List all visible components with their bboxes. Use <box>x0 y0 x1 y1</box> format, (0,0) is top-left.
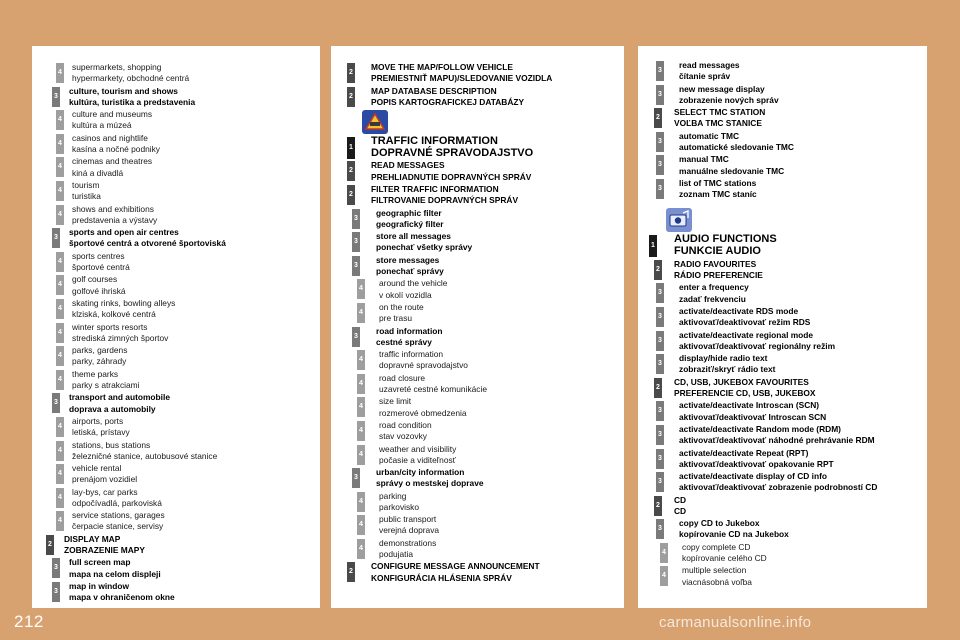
level-badge: 3 <box>656 472 664 492</box>
entry-label-en: MAP DATABASE DESCRIPTION <box>371 85 497 96</box>
menu-entry <box>331 349 624 371</box>
entry-label-en: parking <box>379 490 407 501</box>
menu-entry <box>331 302 624 324</box>
entry-label-sk: aktivovať/deaktivovať zobrazenie podrobností CD <box>679 482 878 493</box>
entry-label-sk: ZOBRAZENIE MAPY <box>64 545 145 556</box>
menu-entry <box>32 463 320 485</box>
level-badge: 3 <box>656 61 664 81</box>
level-badge: 2 <box>347 87 355 107</box>
level-badge: 3 <box>52 87 60 107</box>
level-badge: 2 <box>347 562 355 582</box>
entry-label-en: vehicle rental <box>72 463 122 474</box>
menu-entry <box>638 259 927 281</box>
entry-label-sk: športové centrá a otvorené športoviská <box>69 238 226 249</box>
entry-label-en: culture and museums <box>72 109 153 120</box>
entry-label-en: multiple selection <box>682 565 747 576</box>
entry-label-sk: športové centrá <box>72 261 130 272</box>
entry-label-sk: predstavenia a výstavy <box>72 214 158 225</box>
entry-label-sk: správy o mestskej doprave <box>376 478 484 489</box>
menu-entry <box>32 322 320 344</box>
level-badge: 1 <box>347 137 355 159</box>
menu-entry <box>331 561 624 583</box>
menu-entry <box>32 345 320 367</box>
menu-entry <box>32 133 320 155</box>
entry-label-en: AUDIO FUNCTIONS <box>674 233 777 246</box>
level-badge: 3 <box>656 283 664 303</box>
level-badge: 4 <box>357 303 365 323</box>
menu-entry <box>331 208 624 230</box>
menu-entry <box>32 274 320 296</box>
menu-entry <box>331 231 624 253</box>
entry-label-sk: kultúra, turistika a predstavenia <box>69 96 196 107</box>
level-badge: 2 <box>654 260 662 280</box>
entry-label-sk: kopírovanie celého CD <box>682 553 767 564</box>
menu-entry <box>331 278 624 300</box>
entry-label-sk: RÁDIO PREFERENCIE <box>674 269 763 280</box>
entry-label-sk: zoznam TMC staníc <box>679 189 757 200</box>
entry-label-sk: mapa na celom displeji <box>69 568 161 579</box>
page-number: 212 <box>14 612 44 631</box>
menu-entry <box>32 86 320 108</box>
entry-label-en: road information <box>376 325 443 336</box>
entry-label-en: on the route <box>379 301 424 312</box>
menu-entry <box>638 495 927 517</box>
entry-label-sk: stav vozovky <box>379 431 427 442</box>
menu-entry <box>331 373 624 395</box>
level-badge: 3 <box>656 155 664 175</box>
menu-entry <box>32 440 320 462</box>
entry-label-sk: kopírovanie CD na Jukebox <box>679 529 789 540</box>
entry-label-en: CD, USB, JUKEBOX FAVOURITES <box>674 376 809 387</box>
entry-label-en: enter a frequency <box>679 282 749 293</box>
entry-label-sk: kultúra a múzeá <box>72 120 132 131</box>
level-badge: 4 <box>56 488 64 508</box>
entry-label-sk: ponechať všetky správy <box>376 242 473 253</box>
entry-label-en: cinemas and theatres <box>72 156 153 167</box>
menu-entry <box>32 298 320 320</box>
menu-entry <box>32 581 320 603</box>
level-badge: 4 <box>56 63 64 83</box>
entry-label-sk: mapa v ohraničenom okne <box>69 592 175 603</box>
entry-label-en: theme parks <box>72 368 119 379</box>
level-badge: 3 <box>656 179 664 199</box>
entry-label-sk: pre trasu <box>379 313 413 324</box>
menu-entry <box>32 487 320 509</box>
entry-label-en: casinos and nightlife <box>72 132 148 143</box>
level-badge: 3 <box>656 519 664 539</box>
entry-label-en: culture, tourism and shows <box>69 85 178 96</box>
entry-label-en: golf courses <box>72 274 118 285</box>
level-badge: 3 <box>656 132 664 152</box>
entry-label-sk: strediská zimných športov <box>72 332 169 343</box>
entry-label-sk: PREMIESTNIŤ MAPU)/SLEDOVANIE VOZIDLA <box>371 73 553 84</box>
menu-entry <box>638 306 927 328</box>
entry-label-sk: v okolí vozidla <box>379 289 432 300</box>
entry-label-sk: hypermarkety, obchodné centrá <box>72 73 190 84</box>
entry-label-sk: rozmerové obmedzenia <box>379 407 467 418</box>
level-badge: 4 <box>357 397 365 417</box>
entry-label-sk: FILTROVANIE DOPRAVNÝCH SPRÁV <box>371 195 519 206</box>
entry-label-sk: čítanie správ <box>679 71 731 82</box>
menu-entry <box>32 369 320 391</box>
menu-entry <box>32 227 320 249</box>
entry-label-sk: aktivovať/deaktivovať opakovanie RPT <box>679 458 834 469</box>
entry-label-en: skating rinks, bowling alleys <box>72 297 176 308</box>
level-badge: 4 <box>357 279 365 299</box>
menu-entry <box>32 534 320 556</box>
entry-label-en: traffic information <box>379 349 444 360</box>
entry-label-sk: parkovisko <box>379 501 420 512</box>
entry-label-sk: odpočívadlá, parkoviská <box>72 497 162 508</box>
entry-label-sk: VOĽBA TMC STANICE <box>674 118 762 129</box>
level-badge: 4 <box>56 346 64 366</box>
entry-label-en: full screen map <box>69 557 131 568</box>
entry-label-en: automatic TMC <box>679 130 740 141</box>
entry-label-en: road condition <box>379 419 432 430</box>
entry-label-en: tourism <box>72 179 100 190</box>
menu-entry <box>32 109 320 131</box>
entry-label-en: MOVE THE MAP/FOLLOW VEHICLE <box>371 62 513 72</box>
level-badge: 4 <box>56 157 64 177</box>
level-badge: 4 <box>357 374 365 394</box>
entry-label-sk: zobraziť/skryť rádio text <box>679 364 776 375</box>
level-badge: 3 <box>656 449 664 469</box>
menu-entry <box>331 396 624 418</box>
level-badge: 3 <box>52 393 60 413</box>
entry-label-sk: CD <box>674 505 687 516</box>
entry-label-sk: manuálne sledovanie TMC <box>679 165 785 176</box>
menu-entry <box>331 326 624 348</box>
entry-label-en: activate/deactivate Introscan (SCN) <box>679 400 820 411</box>
entry-label-en: activate/deactivate Repeat (RPT) <box>679 447 809 458</box>
level-badge: 3 <box>352 209 360 229</box>
entry-label-en: road closure <box>379 372 426 383</box>
level-badge: 2 <box>46 535 54 555</box>
entry-label-en: store all messages <box>376 231 451 242</box>
entry-label-en: transport and automobile <box>69 392 170 403</box>
level-badge: 4 <box>56 181 64 201</box>
level-badge: 3 <box>656 401 664 421</box>
menu-entry <box>331 514 624 536</box>
level-badge: 3 <box>656 425 664 445</box>
level-badge: 4 <box>660 566 668 586</box>
level-badge: 4 <box>660 543 668 563</box>
menu-entry <box>638 424 927 446</box>
entry-label-en: copy complete CD <box>682 541 751 552</box>
entry-label-en: activate/deactivate regional mode <box>679 329 814 340</box>
level-badge: 4 <box>357 515 365 535</box>
menu-entry <box>331 184 624 206</box>
menu-entry <box>638 60 927 82</box>
entry-label-en: weather and visibility <box>379 443 457 454</box>
entry-label-sk: cestné správy <box>376 336 432 347</box>
level-badge: 3 <box>352 232 360 252</box>
entry-label-sk: čerpacie stanice, servisy <box>72 521 164 532</box>
menu-entry <box>638 565 927 587</box>
entry-label-en: activate/deactivate display of CD info <box>679 471 828 482</box>
entry-label-sk: podujatia <box>379 549 413 560</box>
entry-label-sk: zadať frekvenciu <box>679 293 746 304</box>
entry-label-en: lay-bys, car parks <box>72 486 138 497</box>
level-badge: 4 <box>357 421 365 441</box>
menu-entry <box>331 420 624 442</box>
menu-entry <box>32 416 320 438</box>
entry-label-en: activate/deactivate RDS mode <box>679 305 799 316</box>
level-badge: 4 <box>56 110 64 130</box>
entry-label-sk: klziská, kolkové centrá <box>72 309 156 320</box>
menu-entry <box>638 178 927 200</box>
entry-label-en: public transport <box>379 514 437 525</box>
entry-label-sk: doprava a automobily <box>69 403 156 414</box>
entry-label-en: new message display <box>679 83 765 94</box>
level-badge: 3 <box>656 354 664 374</box>
menu-entry <box>638 518 927 540</box>
menu-column-2 <box>331 46 624 608</box>
entry-label-sk: aktivovať/deaktivovať náhodné prehrávanie RDM <box>679 435 875 446</box>
menu-entry <box>32 204 320 226</box>
entry-label-en: supermarkets, shopping <box>72 62 162 72</box>
entry-label-sk: prenájom vozidiel <box>72 474 138 485</box>
menu-entry <box>331 160 624 182</box>
menu-entry <box>331 444 624 466</box>
level-badge: 4 <box>56 464 64 484</box>
entry-label-en: around the vehicle <box>379 278 448 289</box>
entry-label-en: CONFIGURE MESSAGE ANNOUNCEMENT <box>371 561 540 572</box>
entry-label-sk: aktivovať/deaktivovať Introscan SCN <box>679 411 827 422</box>
entry-label-sk: železničné stanice, autobusové stanice <box>72 450 218 461</box>
entry-label-sk: letiská, prístavy <box>72 427 130 438</box>
entry-label-sk: PREFERENCIE CD, USB, JUKEBOX <box>674 387 816 398</box>
menu-column-3 <box>638 46 927 608</box>
menu-entry <box>32 510 320 532</box>
level-badge: 4 <box>56 441 64 461</box>
entry-label-en: RADIO FAVOURITES <box>674 258 757 269</box>
entry-label-en: store messages <box>376 254 440 265</box>
entry-label-sk: turistika <box>72 191 101 202</box>
entry-label-sk: aktivovať/deaktivovať režim RDS <box>679 317 811 328</box>
entry-label-en: read messages <box>679 60 740 70</box>
menu-entry <box>638 84 927 106</box>
entry-label-sk: aktivovať/deaktivovať regionálny režim <box>679 340 836 351</box>
level-badge: 2 <box>347 185 355 205</box>
entry-label-sk: ponechať správy <box>376 265 444 276</box>
entry-label-sk: viacnásobná voľba <box>682 576 752 587</box>
menu-entry <box>331 491 624 513</box>
level-badge: 2 <box>347 161 355 181</box>
level-badge: 4 <box>56 299 64 319</box>
entry-label-en: display/hide radio text <box>679 353 768 364</box>
level-badge: 4 <box>56 134 64 154</box>
level-badge: 2 <box>654 378 662 398</box>
entry-label-en: map in window <box>69 581 130 592</box>
menu-entry <box>331 86 624 108</box>
entry-label-sk: zobrazenie nových správ <box>679 94 779 105</box>
menu-entry <box>638 154 927 176</box>
entry-label-sk: PREHLIADNUTIE DOPRAVNÝCH SPRÁV <box>371 171 532 182</box>
level-badge: 3 <box>656 331 664 351</box>
menu-entry <box>638 330 927 352</box>
entry-label-en: geographic filter <box>376 207 442 218</box>
level-badge: 3 <box>52 228 60 248</box>
entry-label-en: TRAFFIC INFORMATION <box>371 135 498 147</box>
level-badge: 4 <box>56 511 64 531</box>
menu-entry <box>638 377 927 399</box>
entry-label-en: CD <box>674 494 687 505</box>
entry-label-en: stations, bus stations <box>72 439 151 450</box>
entry-label-sk: golfové ihriská <box>72 285 126 296</box>
menu-entry <box>32 392 320 414</box>
menu-entry <box>638 353 927 375</box>
entry-label-en: sports centres <box>72 250 125 261</box>
level-badge: 1 <box>649 235 657 257</box>
entry-label-en: SELECT TMC STATION <box>674 107 766 118</box>
menu-entry <box>32 251 320 273</box>
level-badge: 3 <box>352 468 360 488</box>
level-badge: 4 <box>56 323 64 343</box>
level-badge: 3 <box>52 582 60 602</box>
entry-label-sk: parky, záhrady <box>72 356 127 367</box>
level-badge: 4 <box>56 275 64 295</box>
level-badge: 3 <box>352 327 360 347</box>
entry-label-en: shows and exhibitions <box>72 203 154 214</box>
entry-label-en: size limit <box>379 396 412 407</box>
level-badge: 4 <box>357 350 365 370</box>
entry-label-en: urban/city information <box>376 467 465 478</box>
entry-label-en: service stations, garages <box>72 510 165 521</box>
entry-label-sk: kiná a divadlá <box>72 167 124 178</box>
traffic-warning-icon <box>362 110 388 134</box>
level-badge: 4 <box>357 445 365 465</box>
entry-label-en: DISPLAY MAP <box>64 533 121 544</box>
level-badge: 3 <box>52 558 60 578</box>
menu-entry <box>638 542 927 564</box>
menu-entry <box>331 62 624 84</box>
entry-label-sk: parky s atrakciami <box>72 379 140 390</box>
entry-label-en: FILTER TRAFFIC INFORMATION <box>371 183 499 194</box>
entry-label-sk: automatické sledovanie TMC <box>679 141 794 152</box>
entry-label-en: list of TMC stations <box>679 177 757 188</box>
entry-label-sk: KONFIGURÁCIA HLÁSENIA SPRÁV <box>371 572 512 583</box>
entry-label-sk: kasína a nočné podniky <box>72 143 160 154</box>
level-badge: 4 <box>56 252 64 272</box>
level-badge: 4 <box>56 205 64 225</box>
menu-entry <box>331 538 624 560</box>
entry-label-sk: uzavreté cestné komunikácie <box>379 383 487 394</box>
watermark: carmanualsonline.info <box>659 614 812 631</box>
menu-entry <box>331 255 624 277</box>
entry-label-en: copy CD to Jukebox <box>679 518 760 529</box>
entry-label-en: parks, gardens <box>72 345 128 356</box>
entry-label-sk: dopravné spravodajstvo <box>379 360 468 371</box>
menu-entry <box>32 156 320 178</box>
level-badge: 3 <box>352 256 360 276</box>
menu-column-1 <box>32 46 320 608</box>
entry-label-en: manual TMC <box>679 154 729 165</box>
level-badge: 4 <box>357 492 365 512</box>
menu-entry <box>638 471 927 493</box>
audio-icon <box>666 208 692 232</box>
level-badge: 4 <box>357 539 365 559</box>
section-heading <box>331 136 624 159</box>
level-badge: 3 <box>656 85 664 105</box>
level-badge: 3 <box>656 307 664 327</box>
level-badge: 4 <box>56 370 64 390</box>
entry-label-sk: verejná doprava <box>379 525 440 536</box>
menu-entry <box>32 180 320 202</box>
entry-label-en: sports and open air centres <box>69 227 179 238</box>
level-badge: 2 <box>654 108 662 128</box>
entry-label-en: winter sports resorts <box>72 321 148 332</box>
menu-entry <box>32 557 320 579</box>
menu-entry <box>638 107 927 129</box>
entry-label-en: demonstrations <box>379 537 437 548</box>
section-heading <box>638 234 927 257</box>
level-badge: 2 <box>654 496 662 516</box>
menu-entry <box>638 400 927 422</box>
entry-label-en: activate/deactivate Random mode (RDM) <box>679 423 841 434</box>
menu-entry <box>331 467 624 489</box>
menu-entry <box>638 131 927 153</box>
entry-label-en: READ MESSAGES <box>371 160 445 171</box>
entry-label-sk: FUNKCIE AUDIO <box>674 244 761 257</box>
menu-entry <box>32 62 320 84</box>
level-badge: 4 <box>56 417 64 437</box>
entry-label-sk: DOPRAVNÉ SPRAVODAJSTVO <box>371 146 534 159</box>
menu-entry <box>638 448 927 470</box>
entry-label-sk: geografický filter <box>376 218 444 229</box>
menu-entry <box>638 282 927 304</box>
entry-label-sk: počasie a viditeľnosť <box>379 454 456 465</box>
level-badge: 2 <box>347 63 355 83</box>
entry-label-sk: POPIS KARTOGRAFICKEJ DATABÁZY <box>371 96 525 107</box>
entry-label-en: airports, ports <box>72 415 124 426</box>
